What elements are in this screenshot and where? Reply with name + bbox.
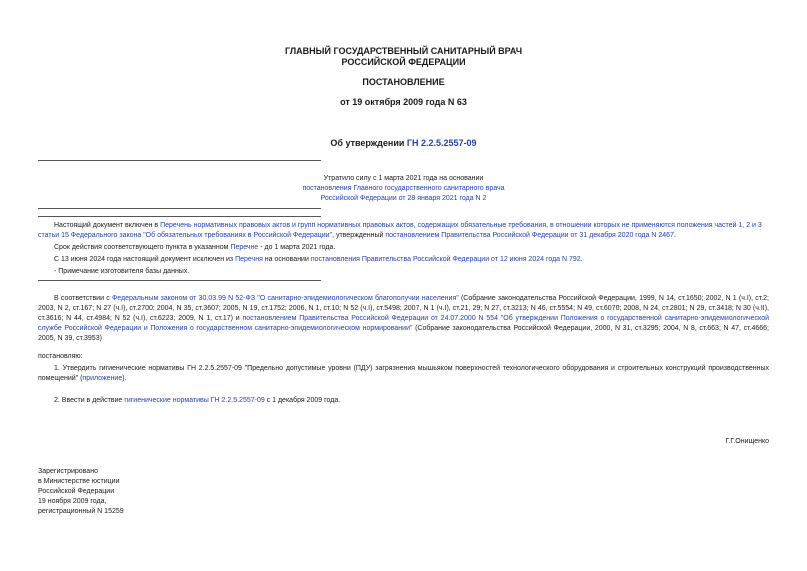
list-link[interactable]: Перечне: [230, 244, 259, 251]
registration-line: 19 ноября 2009 года,: [38, 498, 107, 505]
text: С 13 июня 2024 года настоящий документ исключен из: [54, 256, 236, 263]
text: В соответствии с: [54, 295, 112, 302]
registration-line: Российской Федерации: [38, 488, 115, 495]
government-decree-link[interactable]: постановления Правительства Российской Федерации от 12 июня 2024 года N 792: [310, 256, 581, 263]
document-type: ПОСТАНОВЛЕНИЕ: [362, 77, 445, 87]
decree-item-1: [38, 364, 769, 384]
authority-line-1: ГЛАВНЫЙ ГОСУДАРСТВЕННЫЙ САНИТАРНЫЙ ВРАЧ: [284, 46, 523, 56]
text: 1. Утвердить гигиенические нормативы ГН 2.2.5.2557-09 "Предельно допустимые уровни (ПДУ) загрязнения мышьяком поверхностей технологического оборудования и строительных конструкций производственных помещений" (: [38, 365, 769, 382]
registration-line: регистрационный N 15259: [38, 508, 124, 515]
federal-law-link[interactable]: Федеральным законом от 30.03.99 N 52-ФЗ "О санитарно-эпидемиологическом благополучии населения": [111, 295, 459, 302]
editor-note-paragraph: [38, 255, 769, 265]
list-link[interactable]: Перечня: [235, 256, 263, 263]
signature: Г.Г.Онищенко: [725, 438, 769, 445]
text: .: [580, 256, 583, 263]
editor-note-paragraph: [38, 221, 769, 241]
text: ).: [122, 375, 127, 382]
status-note-link-line-2[interactable]: постановления Главного государственного санитарного врача: [302, 185, 505, 192]
text: - до 1 марта 2021 года.: [258, 244, 336, 251]
registration-line: в Министерстве юстиции: [38, 478, 120, 485]
title-prefix: Об утверждении: [330, 138, 407, 148]
registration-block: [38, 467, 258, 517]
government-decree-link[interactable]: постановлением Правительства Российской Федерации от 31 декабря 2020 года N 2467: [385, 232, 674, 239]
text: с 1 декабря 2009 года.: [264, 397, 341, 404]
text: 2. Ввести в действие: [54, 397, 125, 404]
status-note: [250, 174, 557, 204]
document-date-number: от 19 октября 2009 года N 63: [340, 97, 467, 107]
decree-item-2: [38, 396, 769, 406]
appendix-link[interactable]: приложение: [82, 375, 123, 382]
decree-word: постановляю:: [38, 353, 83, 360]
authority-line-2: РОССИЙСКОЙ ФЕДЕРАЦИИ: [341, 57, 466, 67]
divider: [38, 160, 321, 161]
editor-note-paragraph: [38, 243, 769, 253]
status-note-link-line-3[interactable]: Российской Федерации от 28 января 2021 года N 2: [320, 195, 487, 202]
preamble: [38, 294, 769, 344]
list-link[interactable]: Перечень нормативных правовых актов и групп нормативных правовых актов, содержащих обязательные требования, в отношении которых не применяются положения частей 1, 2 и 3 статьи 15 Федерального закона "Об обязательных требованиях в Российской Федерации": [38, 222, 762, 239]
text: Настоящий документ включен в: [54, 222, 161, 229]
government-decree-link[interactable]: постановлением Правительства Российской Федерации от 24.07.2000 N 554 "Об утверждении Положения о государственной санитарно-эпидемиологической службе Российской Федерации и Положения о государственном санитарно-эпидемиологическом нормировании": [38, 315, 770, 332]
divider: [38, 208, 321, 209]
text: на основании: [262, 256, 311, 263]
text: (Собрание законодательства Российской Федерации, 1999, N 14, ст.1650; 2002, N 1 (ч.I), ст.2; 2003, N 2, ст.167; N 27 (ч.I), ст.2700; 2004, N 35, ст.3607; 2005, N 19, ст.1752; 2006, N 1, ст.10; N 52 (ч.I), ст.5498; 2007, N 1 (ч.I), ст.21, 29; N 27, ст.3213; N 46, ст.5554; N 49, ст.6070; 2008, N 24, ст.2801; N 29, ст.3418; N 30 (ч.II), ст.3616; N 44, ст.4984; N 52 (ч.I), ст.6223; 2009, N 1, ст.17) и: [38, 295, 769, 322]
editor-note-footnote: - Примечание изготовителя базы данных.: [54, 268, 190, 275]
divider: [38, 280, 321, 281]
text: , утвержденный: [332, 232, 386, 239]
hygienic-standards-link[interactable]: гигиенические нормативы ГН 2.2.5.2557-09: [124, 397, 265, 404]
divider: [38, 216, 321, 217]
editor-note: [38, 221, 769, 277]
status-note-line-1: Утратило силу с 1 марта 2021 года на основании: [323, 175, 484, 182]
text: Срок действия соответствующего пункта в указанном: [54, 244, 231, 251]
registration-line: Зарегистрировано: [38, 468, 98, 475]
document-title: [0, 138, 807, 149]
text: .: [673, 232, 676, 239]
title-standard-link[interactable]: ГН 2.2.5.2557-09: [406, 138, 477, 148]
text: (Собрание законодательства Российской Федерации, 2000, N 31, ст.3295; 2004, N 8, ст.663; N 47, ст.4666; 2005, N 39, ст.3953): [38, 325, 769, 342]
